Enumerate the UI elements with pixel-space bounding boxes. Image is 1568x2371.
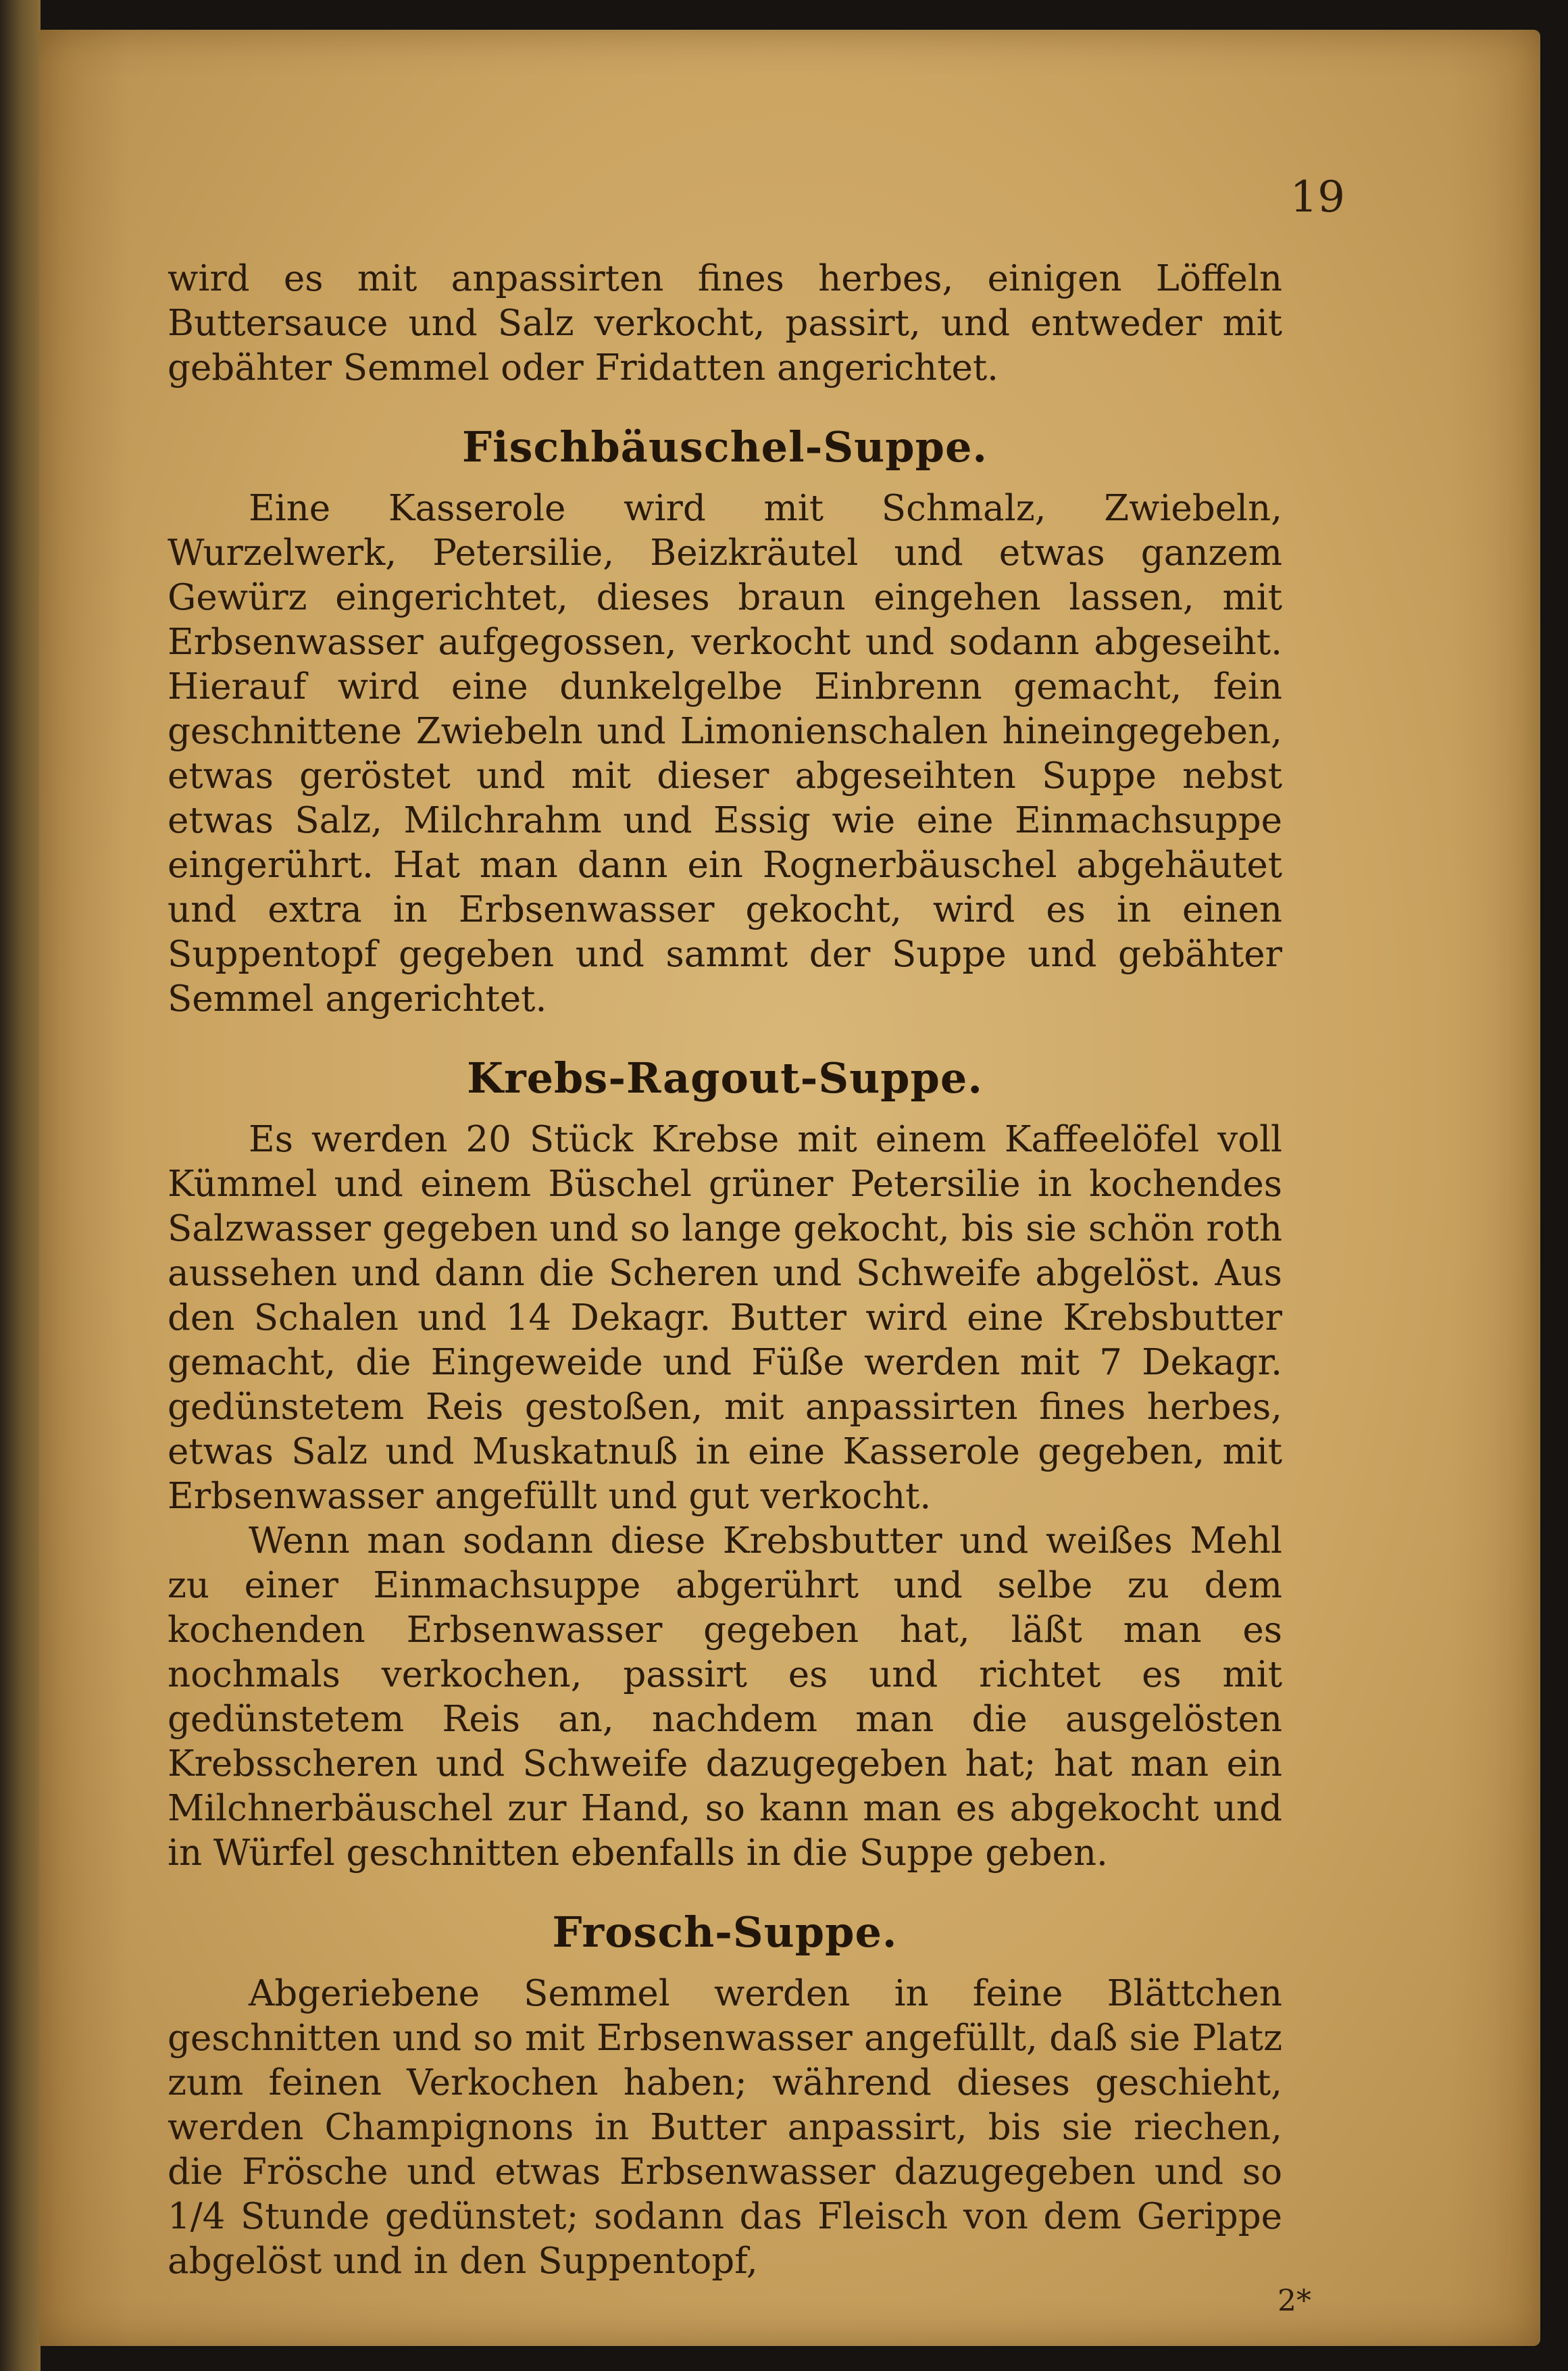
paragraph-krebs-2: Wenn man sodann diese Krebsbutter und weißes Mehl zu einer Einmachsuppe abgerührt und selbe zu dem kochenden Erbsenwasser gegeben hat, läßt man es nochmals verkochen, passirt es und richtet es mit gedünstetem Reis an, nachdem man die ausgelösten Krebsscheren und Schweife dazugegeben hat; hat man ein Milchnerbäuschel zur Hand, so kann man es abgekocht und in Würfel geschnitten ebenfalls in die Suppe geben. — [168, 1520, 1282, 1874]
book-spine — [0, 0, 41, 2371]
page-text — [168, 257, 1282, 2284]
signature-mark: 2* — [1278, 2284, 1311, 2318]
heading-krebs-ragout-suppe: Krebs-Ragout-Suppe. — [467, 1053, 983, 1103]
heading-fischbaeuschel-suppe: Fischbäuschel-Suppe. — [462, 422, 988, 472]
page-number: 19 — [1290, 172, 1345, 222]
paragraph-fischbaeuschel: Eine Kasserole wird mit Schmalz, Zwiebeln, Wurzelwerk, Petersilie, Beizkräutel und etwas ganzem Gewürz eingerichtet, dieses braun eingehen lassen, mit Erbsenwasser aufgegossen, verkocht und sodann abgeseiht. Hierauf wird eine dunkelgelbe Einbrenn gemacht, fein geschnittene Zwiebeln und Limonienschalen hineingegeben, etwas geröstet und mit dieser abgeseihten Suppe nebst etwas Salz, Milchrahm und Essig wie eine Einmachsuppe eingerührt. Hat man dann ein Rognerbäuschel abgehäutet und extra in Erbsenwasser gekocht, wird es in einen Suppentopf gegeben und sammt der Suppe und gebähter Semmel angerichtet. — [168, 488, 1282, 1020]
paragraph-intro: wird es mit anpassirten fines herbes, einigen Löffeln Buttersauce und Salz verkocht, passirt, und entweder mit gebähter Semmel oder Fridatten angerichtet. — [168, 258, 1282, 389]
heading-frosch-suppe: Frosch-Suppe. — [552, 1907, 898, 1957]
paragraph-frosch: Abgeriebene Semmel werden in feine Blättchen geschnitten und so mit Erbsenwasser angefüllt, daß sie Platz zum feinen Verkochen haben; während dieses geschieht, werden Champignons in Butter anpassirt, bis sie riechen, die Frösche und etwas Erbsenwasser dazugegeben und so 1/4 Stunde gedünstet; sodann das Fleisch von dem Gerippe abgelöst und in den Suppentopf, — [168, 1973, 1282, 2282]
paragraph-krebs-1: Es werden 20 Stück Krebse mit einem Kaffeelöfel voll Kümmel und einem Büschel grüner Petersilie in kochendes Salzwasser gegeben und so lange gekocht, bis sie schön roth aussehen und dann die Scheren und Schweife abgelöst. Aus den Schalen und 14 Dekagr. Butter wird eine Krebsbutter gemacht, die Eingeweide und Füße werden mit 7 Dekagr. gedünstetem Reis gestoßen, mit anpassirten fines herbes, etwas Salz und Muskatnuß in eine Kasserole gegeben, mit Erbsenwasser angefüllt und gut verkocht. — [168, 1119, 1282, 1517]
